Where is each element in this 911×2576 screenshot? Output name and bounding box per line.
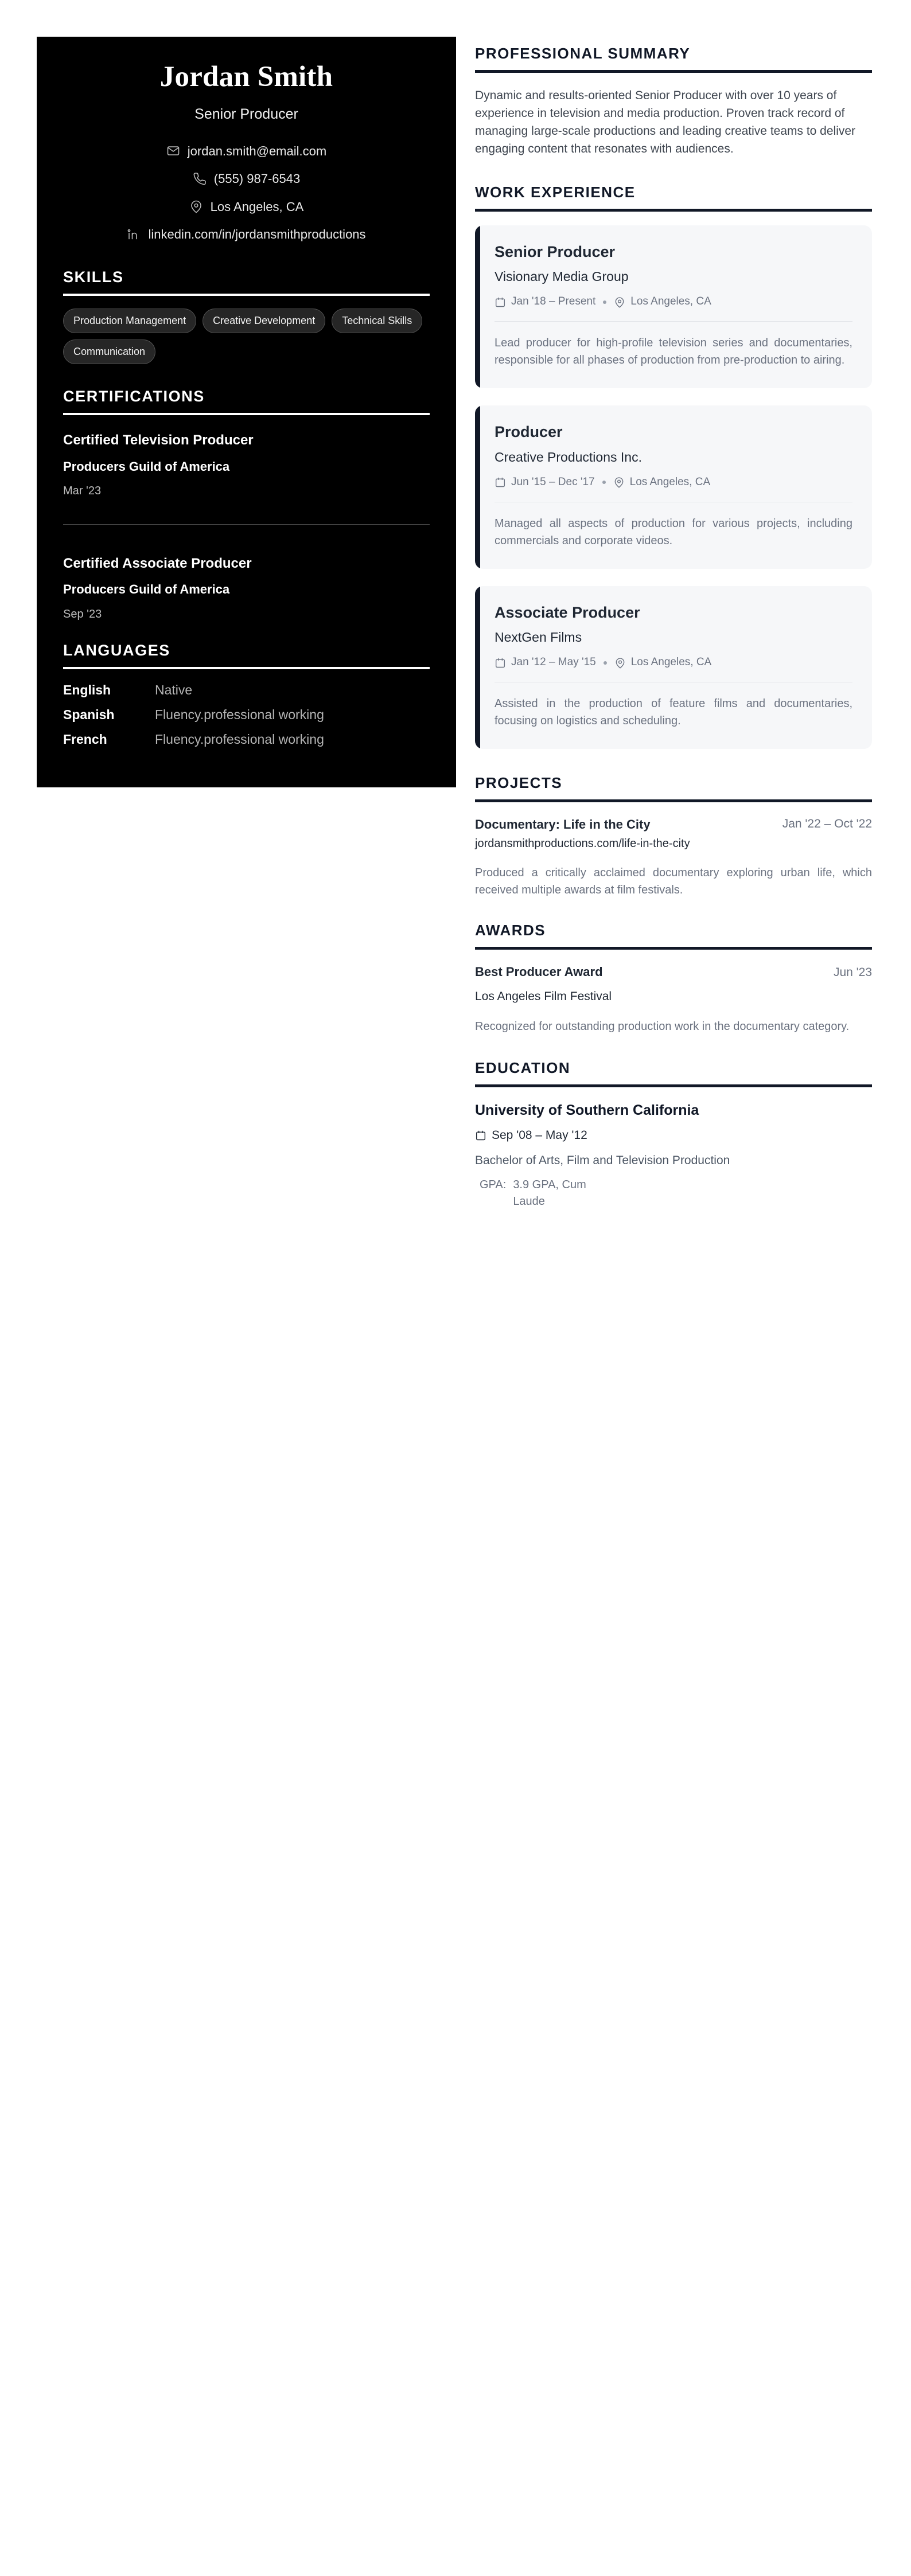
summary-divider [475,70,872,73]
job-dates [495,295,595,309]
meta-separator-dot [603,300,606,304]
job-title: Producer [495,423,563,441]
job-dates-value: Jan '18 – Present [511,295,596,308]
project-item [475,816,872,899]
job-title: Senior Producer [495,243,616,260]
education-degree: Bachelor of Arts, Film and Television Production [475,1153,730,1167]
calendar-icon [495,657,506,669]
meta-separator-dot [602,481,606,484]
job-company: Creative Productions Inc. [495,449,642,465]
contact-location[interactable] [63,199,430,215]
languages-heading: LANGUAGES [63,641,170,659]
job-dates [495,476,595,489]
project-dates: Jan '22 – Oct '22 [782,817,872,831]
skill-pill[interactable]: Technical Skills [332,309,422,333]
job-meta [495,295,852,309]
experience-section [475,184,872,750]
contact-linkedin[interactable] [63,227,430,243]
job-description: Lead producer for high-profile television series and documentaries, responsible for all phases of production from pre-production to airing. [495,337,852,367]
certification-separator [63,524,430,525]
certification-item [63,428,430,498]
job-location [614,656,711,669]
awards-section [475,922,872,1035]
education-divider [475,1084,872,1087]
education-dates [475,1127,872,1143]
award-description: Recognized for outstanding production work in the documentary category. [475,1020,850,1033]
map-pin-icon [614,296,625,308]
education-school: University of Southern California [475,1102,699,1118]
education-gpa-label: GPA: [480,1178,507,1192]
summary-heading: PROFESSIONAL SUMMARY [475,45,691,62]
candidate-role: Senior Producer [194,106,298,123]
job-card [475,405,872,568]
language-item [63,682,430,699]
education-dates-value: Sep '08 – May '12 [492,1129,587,1142]
job-meta [495,656,852,669]
job-meta [495,476,852,489]
sidebar [37,37,456,787]
map-pin-icon [614,657,626,669]
languages-divider [63,667,430,669]
certification-date: Sep '23 [63,607,102,620]
contact-phone-value: (555) 987-6543 [213,171,301,186]
skill-pill[interactable]: Communication [63,339,155,364]
contact-email-value: jordan.smith@email.com [187,143,327,158]
award-date: Jun '23 [833,966,872,979]
language-item [63,731,430,748]
skill-pill[interactable]: Creative Development [203,309,325,333]
job-company: Visionary Media Group [495,269,629,284]
certifications-heading: CERTIFICATIONS [63,388,205,405]
project-header [475,816,872,833]
job-card-divider [495,321,852,322]
education-heading: EDUCATION [475,1059,571,1076]
certification-issuer: Producers Guild of America [63,459,230,474]
project-description: Produced a critically acclaimed documentary exploring urban life, which received multiple awards at film festivals. [475,866,872,896]
language-level: Fluency.professional working [155,732,324,747]
job-description: Managed all aspects of production for various projects, including commercials and corporate videos. [495,517,852,547]
job-card [475,225,872,388]
award-header [475,963,872,981]
certifications-divider [63,413,430,415]
projects-section [475,774,872,899]
award-organization: Los Angeles Film Festival [475,990,612,1004]
award-title: Best Producer Award [475,965,603,979]
certification-title: Certified Associate Producer [63,556,252,572]
job-dates [495,656,596,669]
job-location-value: Los Angeles, CA [630,656,712,669]
contact-list [63,143,430,243]
job-title: Associate Producer [495,603,640,621]
main-column [475,37,872,1215]
projects-divider [475,799,872,802]
experience-divider [475,209,872,212]
education-item [475,1101,872,1210]
language-list [63,682,430,748]
education-gpa [475,1177,872,1210]
contact-location-value: Los Angeles, CA [210,199,304,214]
education-gpa-value: 3.9 GPA, Cum Laude [513,1178,586,1208]
calendar-icon [475,1130,486,1141]
language-level: Fluency.professional working [155,707,324,723]
phone-icon [193,172,207,186]
meta-separator-dot [604,661,607,665]
contact-email[interactable] [63,143,430,159]
language-name: Spanish [63,707,115,723]
certification-title: Certified Television Producer [63,432,254,448]
language-item [63,707,430,724]
linkedin-icon [127,228,141,241]
certification-date: Mar '23 [63,485,102,498]
job-description: Assisted in the production of feature films and documentaries, focusing on logistics and scheduling. [495,697,852,727]
calendar-icon [495,477,506,488]
map-pin-icon [613,477,625,488]
languages-section [63,641,430,748]
project-title: Documentary: Life in the City [475,817,651,832]
skills-divider [63,294,430,296]
summary-text: Dynamic and results-oriented Senior Producer with over 10 years of experience in television and media production. Proven track record of managing large-scale productions and leading creative teams to deliver engaging content that resonates with audiences. [475,89,856,156]
language-name: French [63,732,107,747]
awards-heading: AWARDS [475,921,546,939]
summary-section [475,45,872,158]
job-location [613,476,710,489]
job-location [614,295,711,309]
experience-list [475,225,872,749]
contact-phone[interactable] [63,171,430,187]
language-name: English [63,682,111,698]
job-dates-value: Jun '15 – Dec '17 [511,475,595,488]
job-company: NextGen Films [495,630,582,645]
job-card [475,586,872,749]
skills-heading: SKILLS [63,268,124,286]
award-item [475,963,872,1035]
certification-list [63,428,430,622]
certification-item [63,551,430,622]
candidate-name: Jordan Smith [159,61,333,93]
project-link[interactable]: jordansmithproductions.com/life-in-the-city [475,837,690,850]
envelope-icon [166,144,180,158]
map-pin-icon [189,200,203,213]
skills-section [63,268,430,364]
experience-heading: WORK EXPERIENCE [475,183,636,201]
contact-linkedin-value: linkedin.com/in/jordansmithproductions [148,227,366,242]
education-section [475,1059,872,1210]
job-dates-value: Jan '12 – May '15 [511,656,596,669]
skills-pill-list [63,309,430,364]
job-location-value: Los Angeles, CA [630,295,711,308]
certification-issuer: Producers Guild of America [63,582,230,597]
awards-divider [475,947,872,950]
calendar-icon [495,296,506,308]
skill-pill[interactable]: Production Management [63,309,196,333]
certifications-section [63,387,430,622]
job-location-value: Los Angeles, CA [629,475,711,488]
language-level: Native [155,682,193,698]
projects-heading: PROJECTS [475,774,563,791]
